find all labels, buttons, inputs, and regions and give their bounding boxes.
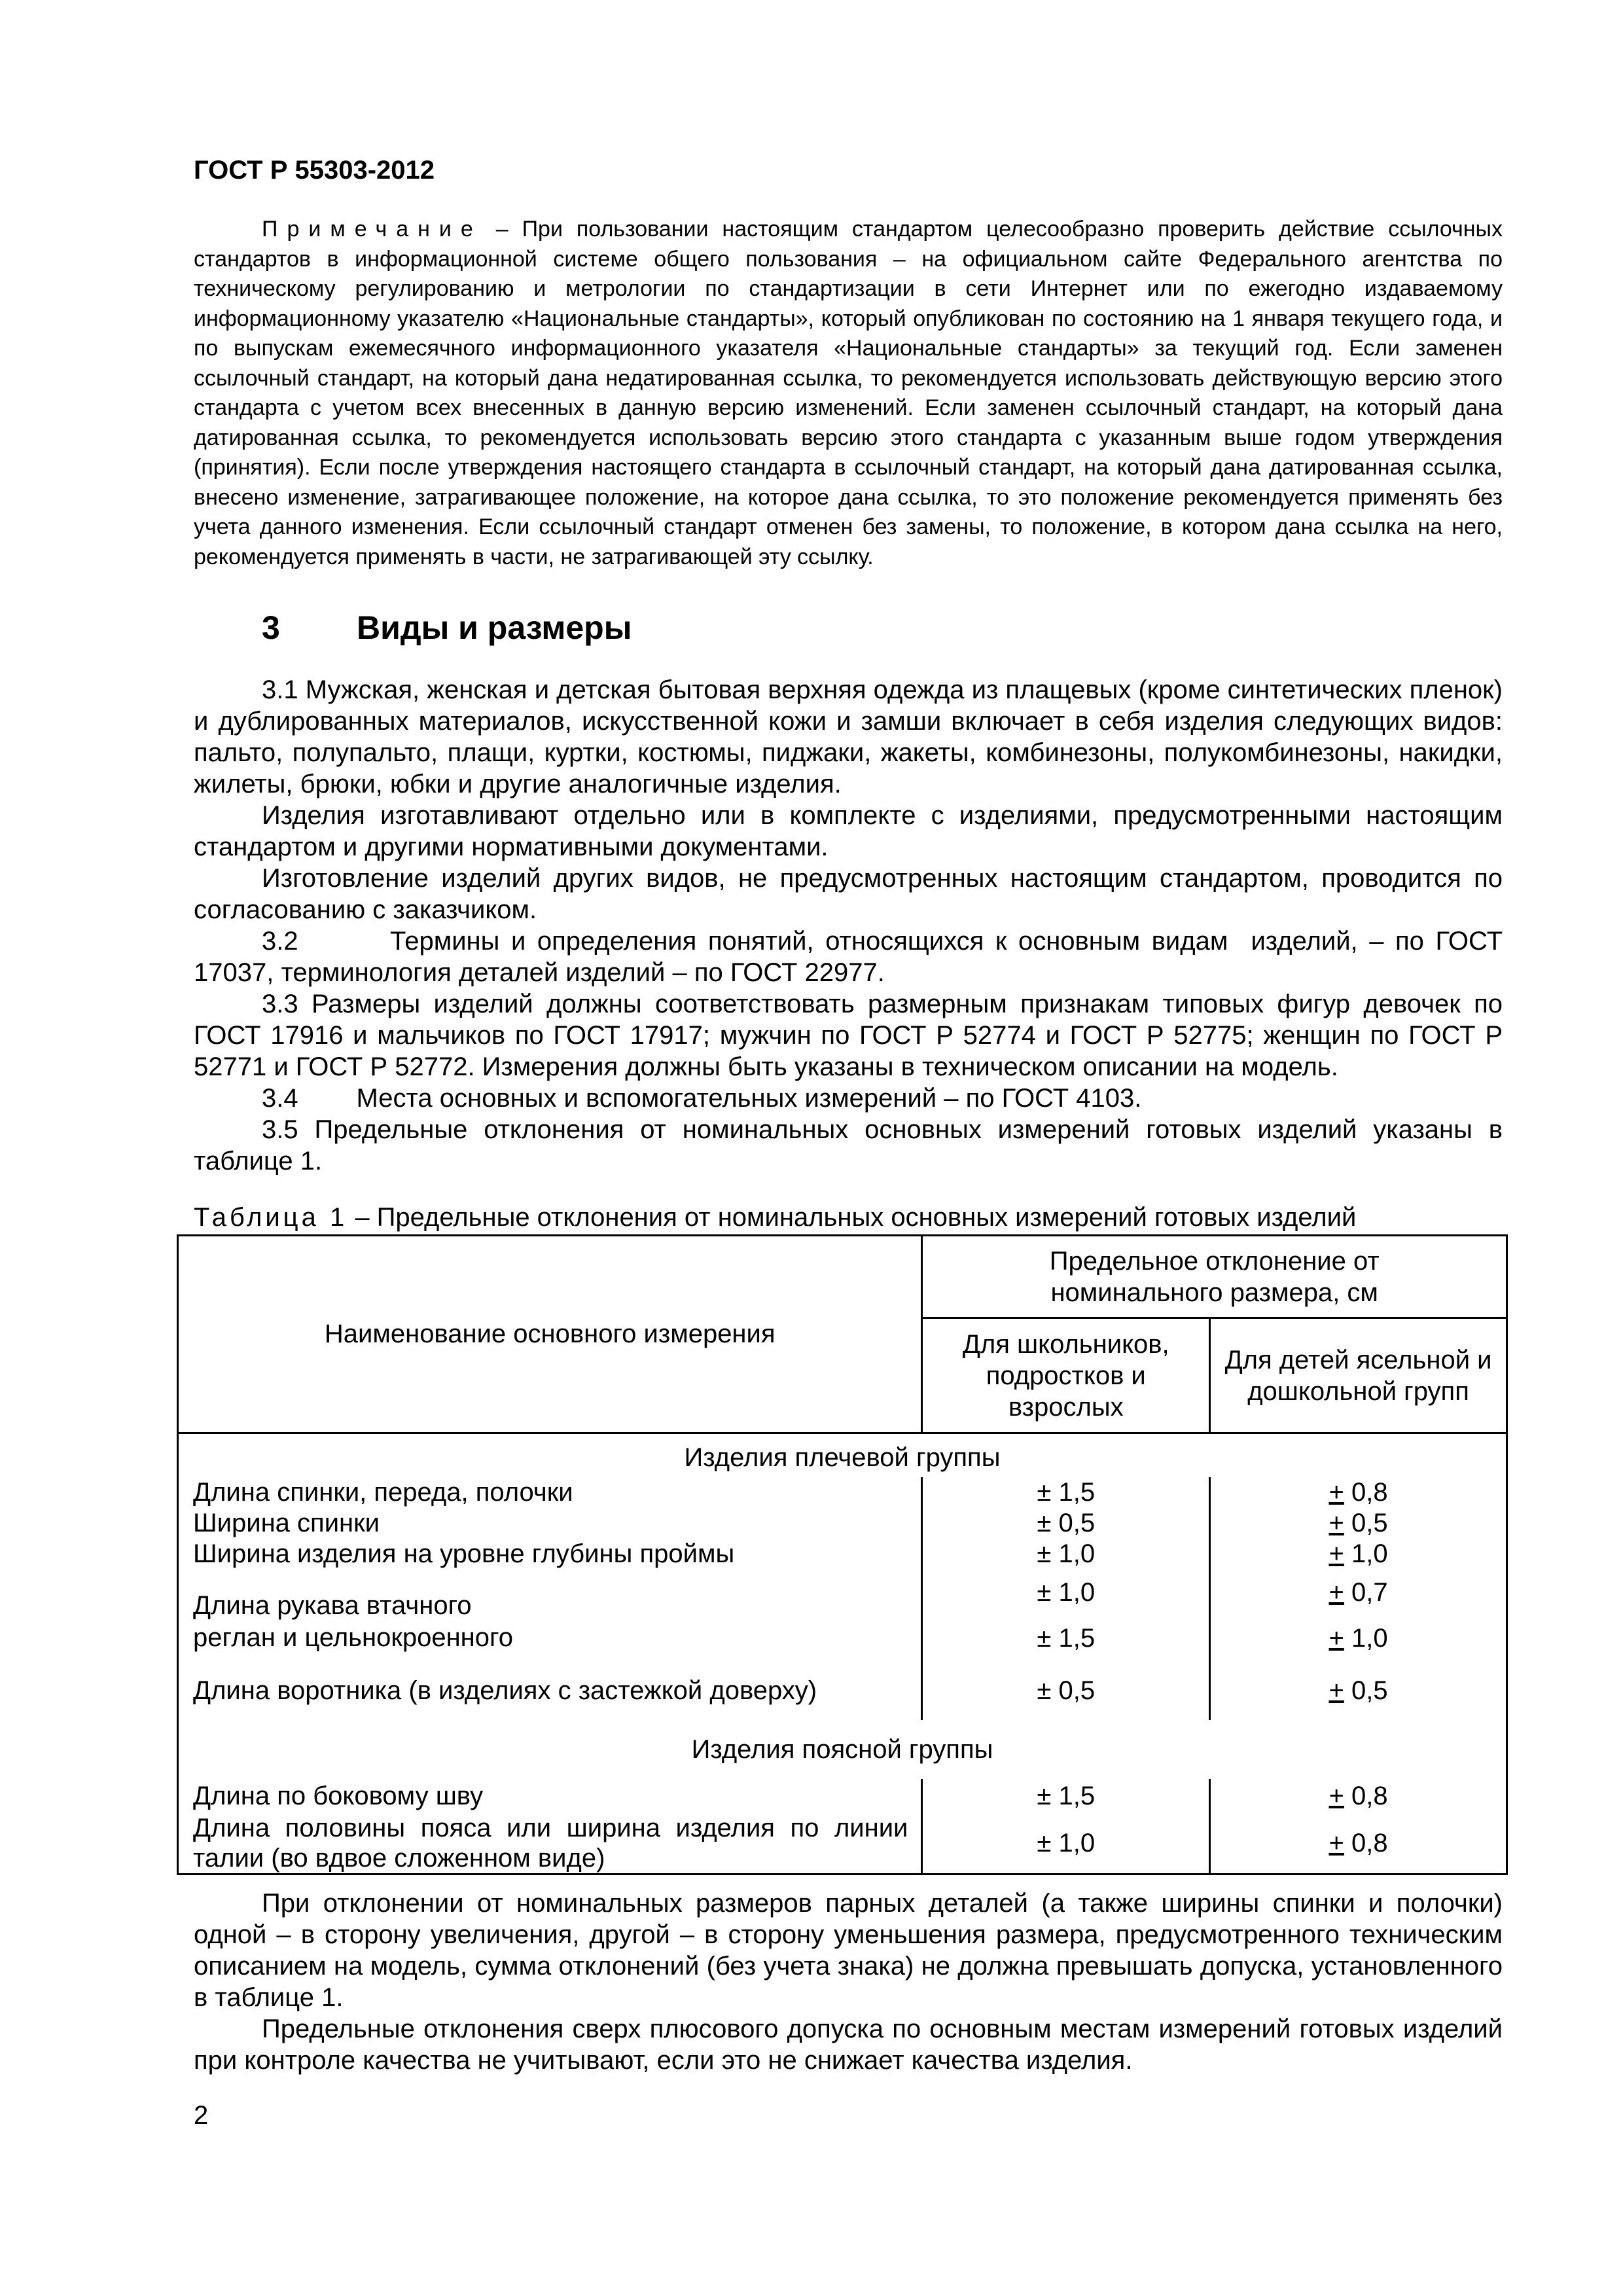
table-row [178, 1813, 1507, 1874]
table-row-sleeve [178, 1570, 1507, 1661]
row-name: Ширина спинки [178, 1508, 922, 1539]
note-text: – При пользовании настоящим стандартом целесообразно проверить действие ссылочных стандартов в информационной системе общего пользования – на официальном сайте Федерального агентства по техническому регулированию и метрологии по стандартизации в сети Интернет или по ежегодно издаваемому информационному указателю «Национальные стандарты», который опубликован по состоянию на 1 января текущего года, и по выпускам ежемесячного информационного указателя «Национальные стандарты» за текущий год. Если заменен ссылочный стандарт, на который дана недатированная ссылка, то рекомендуется использовать действующую версию этого стандарта с учетом всех внесенных в данную версию изменений. Если заменен ссылочный стандарт, на который дана датированная ссылка, то рекомендуется использовать версию этого стандарта с указанным выше годом утверждения (принятия). Если после утверждения настоящего стандарта в ссылочный стандарт, на который дана датированная ссылка, внесено изменение, затрагивающее положение, на которое дана ссылка, то это положение рекомендуется применять без учета данного изменения. Если ссылочный стандарт отменен без замены, то положение, в котором дана ссылка на него, рекомендуется применять в части, не затрагивающей эту ссылку. [194, 217, 1503, 569]
sleeve-value-children-b [1211, 1615, 1506, 1661]
row-value-children [1210, 1477, 1507, 1508]
row-value-children-text: 0,8 [1351, 1828, 1388, 1857]
document-header: ГОСТ Р 55303-2012 [194, 156, 435, 185]
note-label: Примечание [262, 217, 482, 242]
row-name: Длина воротника (в изделиях с застежкой доверху) [178, 1661, 922, 1720]
paragraph-other-types: Изготовление изделий других видов, не предусмотренных настоящим стандартом, проводится по согласованию с заказчиком. [194, 864, 1503, 924]
row-value-adults [922, 1570, 1210, 1661]
section-heading [262, 609, 632, 647]
section-body [194, 674, 1510, 1177]
row-value-children [1210, 1508, 1507, 1539]
row-value-children [1210, 1539, 1507, 1570]
row-name: Длина по боковому шву [178, 1779, 922, 1813]
row-value-adults: ± 1,0 [922, 1813, 1210, 1874]
plus-minus-sign: + [1329, 1539, 1344, 1568]
row-value-adults: ± 0,5 [922, 1661, 1210, 1720]
row-value-adults: ± 0,5 [922, 1508, 1210, 1539]
header-preschool-text: Для детей ясельной и дошкольной групп [1224, 1345, 1492, 1406]
row-value-adults: ± 1,0 [922, 1539, 1210, 1570]
section-number: 3 [262, 609, 280, 646]
paragraph-products: Изделия изготавливают отдельно или в комплекте с изделиями, предусмотренными настоящим стандартом и другими нормативными документами. [194, 801, 1503, 861]
table-row [178, 1539, 1507, 1570]
header-preschool [1210, 1318, 1507, 1433]
row-value-adults: ± 1,5 [922, 1477, 1210, 1508]
row-value-children-text: 0,5 [1351, 1509, 1388, 1537]
row-value-children-text: 0,5 [1351, 1676, 1388, 1705]
paragraph-paired-parts: При отклонении от номинальных размеров парных деталей (а также ширины спинки и полочки) одной – в сторону увеличения, другой – в сторону уменьшения размера, предусмотренного техническим описанием на модель, сумма отклонений (без учета знака) не должна превышать допуска, установленного в таблице 1. [194, 1889, 1503, 2012]
sleeve-name-2: реглан и цельнокроенного [193, 1623, 513, 1652]
plus-minus-sign: + [1329, 1676, 1344, 1705]
sleeve-value-children-a-text: 0,7 [1351, 1578, 1388, 1607]
header-school-adults [922, 1318, 1210, 1433]
row-name: Длина половины пояса или ширина изделия по линии талии (во вдвое сложенном виде) [178, 1813, 922, 1874]
paragraph-3-2: 3.2 Термины и определения понятий, относящихся к основным видам изделий, – по ГОСТ 17037, терминология деталей изделий – по ГОСТ 22977. [194, 927, 1510, 987]
row-value-children-text: 1,0 [1351, 1539, 1388, 1568]
plus-minus-sign: + [1329, 1509, 1344, 1537]
section-title: Виды и размеры [357, 609, 632, 646]
plus-minus-sign: + [1329, 1578, 1344, 1607]
header-tolerance [922, 1236, 1507, 1318]
table-caption-label: Таблица 1 [194, 1203, 348, 1232]
row-name: Длина спинки, переда, полочки [178, 1477, 922, 1508]
header-tolerance-text: Предельное отклонение от номинального размера, см [1049, 1246, 1380, 1307]
row-value-children-text: 0,8 [1351, 1781, 1388, 1810]
table-caption [194, 1203, 1356, 1232]
plus-minus-sign: + [1329, 1624, 1344, 1653]
sleeve-value-children-b-text: 1,0 [1351, 1624, 1388, 1653]
sleeve-value-adults-b: ± 1,5 [1037, 1624, 1096, 1653]
row-value-children [1210, 1813, 1507, 1874]
header-measurement-name: Наименование основного измерения [178, 1236, 922, 1433]
row-name-sleeve [178, 1570, 922, 1661]
after-table-text [194, 1888, 1503, 2076]
sleeve-value-children-a [1211, 1570, 1506, 1615]
paragraph-3-3: 3.3 Размеры изделий должны соответствовать размерным признакам типовых фигур девочек по ГОСТ 17916 и мальчиков по ГОСТ 17917; мужчин по ГОСТ Р 52774 и ГОСТ Р 52775; женщин по ГОСТ Р 52771 и ГОСТ Р 52772. Измерения должны быть указаны в техническом описании на модель. [194, 990, 1503, 1081]
paragraph-3-5: 3.5 Предельные отклонения от номинальных основных измерений готовых изделий указаны в таблице 1. [194, 1115, 1503, 1175]
table-row [178, 1477, 1507, 1508]
row-value-adults: ± 1,5 [922, 1779, 1210, 1813]
row-name: Ширина изделия на уровне глубины проймы [178, 1539, 922, 1570]
row-value-children-text: 0,8 [1351, 1478, 1388, 1507]
tolerance-table [177, 1234, 1508, 1875]
table-row [178, 1508, 1507, 1539]
sleeve-value-adults-a: ± 1,0 [1037, 1578, 1096, 1607]
plus-minus-sign: + [1329, 1781, 1344, 1810]
header-school-adults-text: Для школьников, подростков и взрослых [962, 1329, 1169, 1422]
table-row-collar [178, 1661, 1507, 1720]
paragraph-3-1: 3.1 Мужская, женская и детская бытовая верхняя одежда из плащевых (кроме синтетических пленок) и дублированных материалов, искусственной кожи и замши включает в себя изделия следующих видов: пальто, полупальто, плащи, куртки, костюмы, пиджаки, жакеты, комбинезоны, полукомбинезоны, накидки, жилеты, брюки, юбки и другие аналогичные изделия. [194, 675, 1503, 798]
row-value-children [1210, 1570, 1507, 1661]
row-value-children [1210, 1779, 1507, 1813]
row-value-children [1210, 1661, 1507, 1720]
table-caption-text: – Предельные отклонения от номинальных основных измерений готовых изделий [348, 1203, 1357, 1232]
group-waist: Изделия поясной группы [178, 1720, 1507, 1779]
plus-minus-sign: + [1329, 1828, 1344, 1857]
table-row [178, 1779, 1507, 1813]
plus-minus-sign: + [1329, 1478, 1344, 1507]
sleeve-name-1: Длина рукава втачного [193, 1591, 472, 1620]
group-shoulder: Изделия плечевой группы [178, 1433, 1507, 1478]
page-number: 2 [194, 2101, 209, 2130]
note-paragraph [194, 215, 1503, 572]
paragraph-3-4: 3.4 Места основных и вспомогательных измерений – по ГОСТ 4103. [262, 1084, 1142, 1113]
paragraph-plus-tolerance: Предельные отклонения сверх плюсового допуска по основным местам измерений готовых изделий при контроле качества не учитывают, если это не снижает качества изделия. [194, 2015, 1503, 2075]
